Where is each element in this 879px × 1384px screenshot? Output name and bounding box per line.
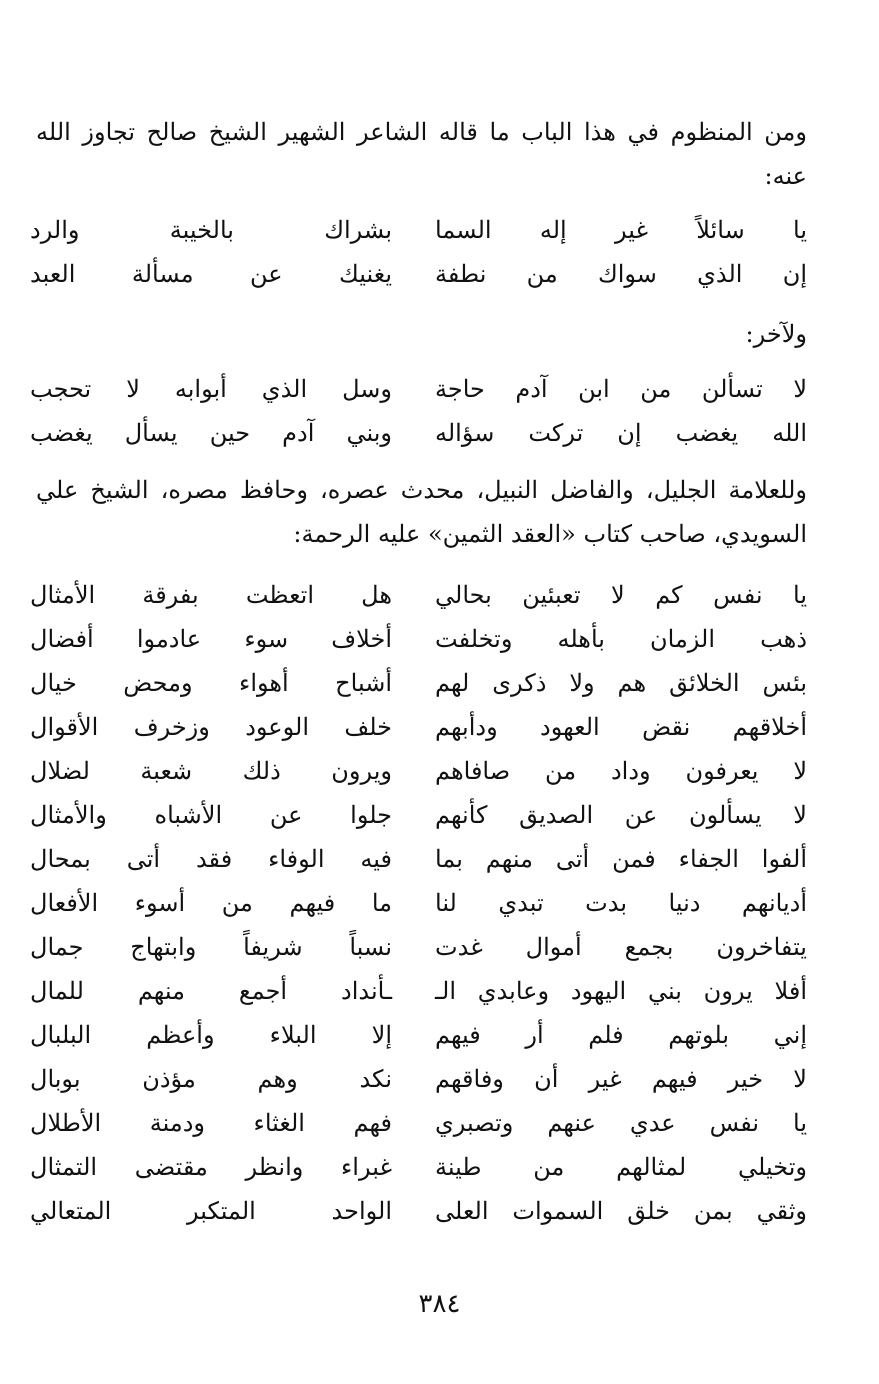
verse-line xyxy=(30,367,807,411)
section-label: ولآخر: xyxy=(745,320,807,348)
second-hemistich: ويرون ذلك شعبة لضلال xyxy=(30,757,392,785)
first-hemistich: أفلا يرون بني اليهود وعابدي الـ xyxy=(435,977,807,1005)
verse-line xyxy=(30,925,807,969)
first-hemistich: لا يسألون عن الصديق كأنهم xyxy=(435,801,807,829)
second-hemistich: أخلاف سوء عادموا أفضال xyxy=(30,625,392,653)
verse-line xyxy=(30,881,807,925)
verse-line xyxy=(30,749,807,793)
first-hemistich: إن الذي سواك من نطفة xyxy=(435,260,807,288)
poem-3 xyxy=(30,573,807,1233)
second-hemistich: جلوا عن الأشباه والأمثال xyxy=(30,801,392,829)
second-hemistich: خلف الوعود وزخرف الأقوال xyxy=(30,713,392,741)
second-hemistich: فهم الغثاء ودمنة الأطلال xyxy=(30,1109,392,1137)
second-hemistich: نسباً شريفاً وابتهاج جمال xyxy=(30,933,392,961)
second-hemistich: فيه الوفاء فقد أتى بمحال xyxy=(30,845,392,873)
poem-1 xyxy=(30,208,807,296)
page-number: ٣٨٤ xyxy=(418,1289,461,1319)
attribution-paragraph: وللعلامة الجليل، والفاضل النبيل، محدث عصره، وحافظ مصره، الشيخ علي السويدي، صاحب كتاب «العقد الثمين» عليه الرحمة: xyxy=(36,476,807,548)
first-hemistich: لا خير فيهم غير أن وفاقهم xyxy=(435,1065,807,1093)
verse-line xyxy=(30,969,807,1013)
verse-line xyxy=(30,661,807,705)
second-hemistich: ما فيهم من أسوء الأفعال xyxy=(30,889,392,917)
first-hemistich: وثقي بمن خلق السموات العلى xyxy=(435,1197,807,1225)
first-hemistich: الله يغضب إن تركت سؤاله xyxy=(435,419,807,447)
verse-line xyxy=(30,617,807,661)
second-hemistich: ـأنداد أجمع منهم للمال xyxy=(30,977,392,1005)
verse-line xyxy=(30,1101,807,1145)
second-hemistich: نكد وهم مؤذن بوبال xyxy=(30,1065,392,1093)
second-hemistich: إلا البلاء وأعظم البلبال xyxy=(30,1021,392,1049)
second-hemistich: الواحد المتكبر المتعالي xyxy=(30,1197,392,1225)
verse-line xyxy=(30,1013,807,1057)
verse-line xyxy=(30,252,807,296)
second-hemistich: يغنيك عن مسألة العبد xyxy=(30,260,392,288)
first-hemistich: لا يعرفون وداد من صافاهم xyxy=(435,757,807,785)
second-hemistich: غبراء وانظر مقتضى التمثال xyxy=(30,1153,392,1181)
verse-line xyxy=(30,837,807,881)
first-hemistich: أخلاقهم نقض العهود ودأبهم xyxy=(435,713,807,741)
second-hemistich: أشباح أهواء ومحض خيال xyxy=(30,669,392,697)
first-hemistich: يا سائلاً غير إله السما xyxy=(435,216,807,244)
first-hemistich: يا نفس كم لا تعبئين بحالي xyxy=(435,581,807,609)
second-hemistich: وسل الذي أبوابه لا تحجب xyxy=(30,375,392,403)
verse-line xyxy=(30,793,807,837)
second-hemistich: بشراك بالخيبة والرد xyxy=(30,216,392,244)
first-hemistich: إني بلوتهم فلم أر فيهم xyxy=(435,1021,807,1049)
first-hemistich: وتخيلي لمثالهم من طينة xyxy=(435,1153,807,1181)
intro-paragraph: ومن المنظوم في هذا الباب ما قاله الشاعر الشهير الشيخ صالح تجاوز الله عنه: xyxy=(36,118,807,190)
verse-line xyxy=(30,1057,807,1101)
verse-line xyxy=(30,208,807,252)
first-hemistich: لا تسألن من ابن آدم حاجة xyxy=(435,375,807,403)
first-hemistich: يتفاخرون بجمع أموال غدت xyxy=(435,933,807,961)
second-hemistich: هل اتعظت بفرقة الأمثال xyxy=(30,581,392,609)
verse-line xyxy=(30,1145,807,1189)
second-hemistich: وبني آدم حين يسأل يغضب xyxy=(30,419,392,447)
first-hemistich: ألفوا الجفاء فمن أتى منهم بما xyxy=(435,845,807,873)
first-hemistich: بئس الخلائق هم ولا ذكرى لهم xyxy=(435,669,807,697)
verse-line xyxy=(30,1189,807,1233)
first-hemistich: أديانهم دنيا بدت تبدي لنا xyxy=(435,889,807,917)
first-hemistich: يا نفس عدي عنهم وتصبري xyxy=(435,1109,807,1137)
verse-line xyxy=(30,573,807,617)
verse-line xyxy=(30,705,807,749)
first-hemistich: ذهب الزمان بأهله وتخلفت xyxy=(435,625,807,653)
poem-2 xyxy=(30,367,807,455)
verse-line xyxy=(30,411,807,455)
